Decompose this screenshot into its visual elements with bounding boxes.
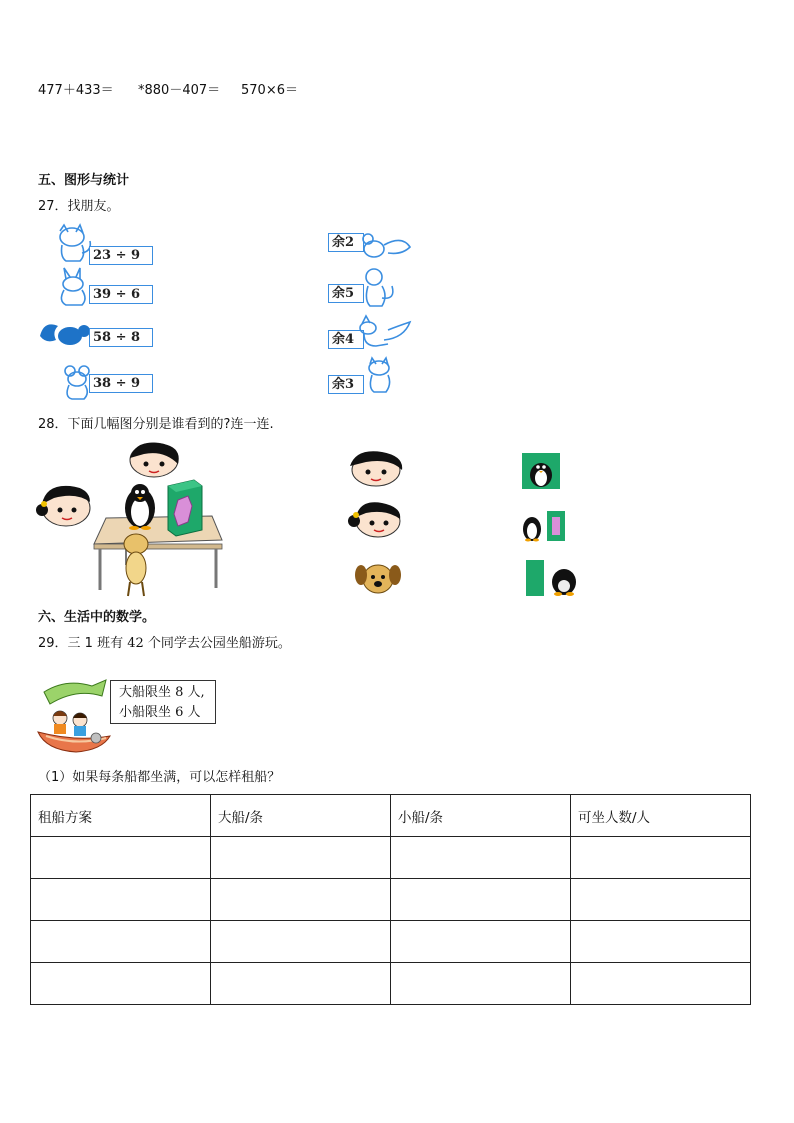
- q29-title-post: 个同学去公园坐船游玩。: [143, 636, 291, 651]
- header-plan: 租船方案: [31, 795, 211, 837]
- answer-cell[interactable]: [31, 921, 211, 963]
- table-row: [31, 963, 751, 1005]
- answer-cell[interactable]: [211, 963, 391, 1005]
- girl-face-option-icon: [346, 499, 404, 539]
- table-row: [31, 879, 751, 921]
- answer-cell[interactable]: [211, 837, 391, 879]
- q27-title: 27．找朋友。: [38, 199, 120, 214]
- q29-sub-question: （1）如果每条船都坐满，可以怎样租船？: [38, 770, 281, 785]
- scene-illustration: [36, 440, 228, 600]
- answer-cell[interactable]: [571, 921, 751, 963]
- section5-title: 五、图形与统计: [38, 173, 130, 188]
- section6-title: 六、生活中的数学。: [38, 610, 156, 625]
- remainder-card-4: 余3: [328, 375, 364, 394]
- q29-title-pre: 29．三 1 班有: [38, 636, 128, 651]
- answer-cell[interactable]: [571, 879, 751, 921]
- boy-face-icon: [130, 443, 179, 477]
- answer-cell[interactable]: [31, 879, 211, 921]
- boy-face-option-icon: [346, 448, 408, 488]
- table-row: [31, 921, 751, 963]
- view-option-box-penguin-icon: [526, 560, 582, 596]
- table-row: [31, 837, 751, 879]
- header-small-boats: 小船/条: [391, 795, 571, 837]
- answer-cell[interactable]: [211, 879, 391, 921]
- remainder-card-2: 余5: [328, 284, 364, 303]
- squirrel-icon: [38, 318, 94, 352]
- division-card-4: 38 ÷ 9: [89, 374, 153, 393]
- answer-cell[interactable]: [391, 921, 571, 963]
- arith-2: *880－407＝: [138, 83, 221, 98]
- answer-cell[interactable]: [211, 921, 391, 963]
- remainder-card-3: 余4: [328, 330, 364, 349]
- answer-cell[interactable]: [571, 963, 751, 1005]
- header-capacity: 可坐人数/人: [571, 795, 751, 837]
- table-header-row: [31, 795, 751, 837]
- answer-cell[interactable]: [31, 963, 211, 1005]
- view-option-penguin-box-icon: [520, 509, 568, 543]
- division-card-1: 23 ÷ 9: [89, 246, 153, 265]
- boat-illustration: [36, 676, 116, 756]
- cat-outline-icon: [360, 356, 400, 396]
- q28-title: 28．下面几幅图分别是谁看到的?连一连.: [38, 417, 274, 432]
- green-box-icon: [168, 480, 202, 536]
- monkey-icon: [358, 266, 400, 310]
- answer-cell[interactable]: [571, 837, 751, 879]
- header-big-boats: 大船/条: [211, 795, 391, 837]
- division-card-2: 39 ÷ 6: [89, 285, 153, 304]
- bubble-line-1: 大船限坐 8 人,: [119, 685, 205, 700]
- answer-cell[interactable]: [391, 837, 571, 879]
- answer-cell[interactable]: [391, 963, 571, 1005]
- rule-bubble: [110, 680, 216, 724]
- arith-3: 570×6＝: [241, 83, 298, 98]
- puppy-face-option-icon: [355, 557, 401, 597]
- q29-title: [38, 636, 291, 652]
- answer-cell[interactable]: [31, 837, 211, 879]
- division-card-3: 58 ÷ 8: [89, 328, 153, 347]
- bubble-line-2: 小船限坐 6 人: [119, 705, 201, 720]
- girl-face-icon: [36, 486, 90, 526]
- rental-table: [30, 794, 751, 1005]
- squirrel-outline-icon: [358, 231, 414, 263]
- view-option-penguin-front-icon: [522, 453, 560, 489]
- fox-icon: [354, 314, 414, 350]
- q29-title-num: 42: [127, 636, 144, 651]
- remainder-card-1: 余2: [328, 233, 364, 252]
- answer-cell[interactable]: [391, 879, 571, 921]
- puppy-icon: [124, 534, 148, 596]
- arith-1: 477＋433＝: [38, 83, 114, 98]
